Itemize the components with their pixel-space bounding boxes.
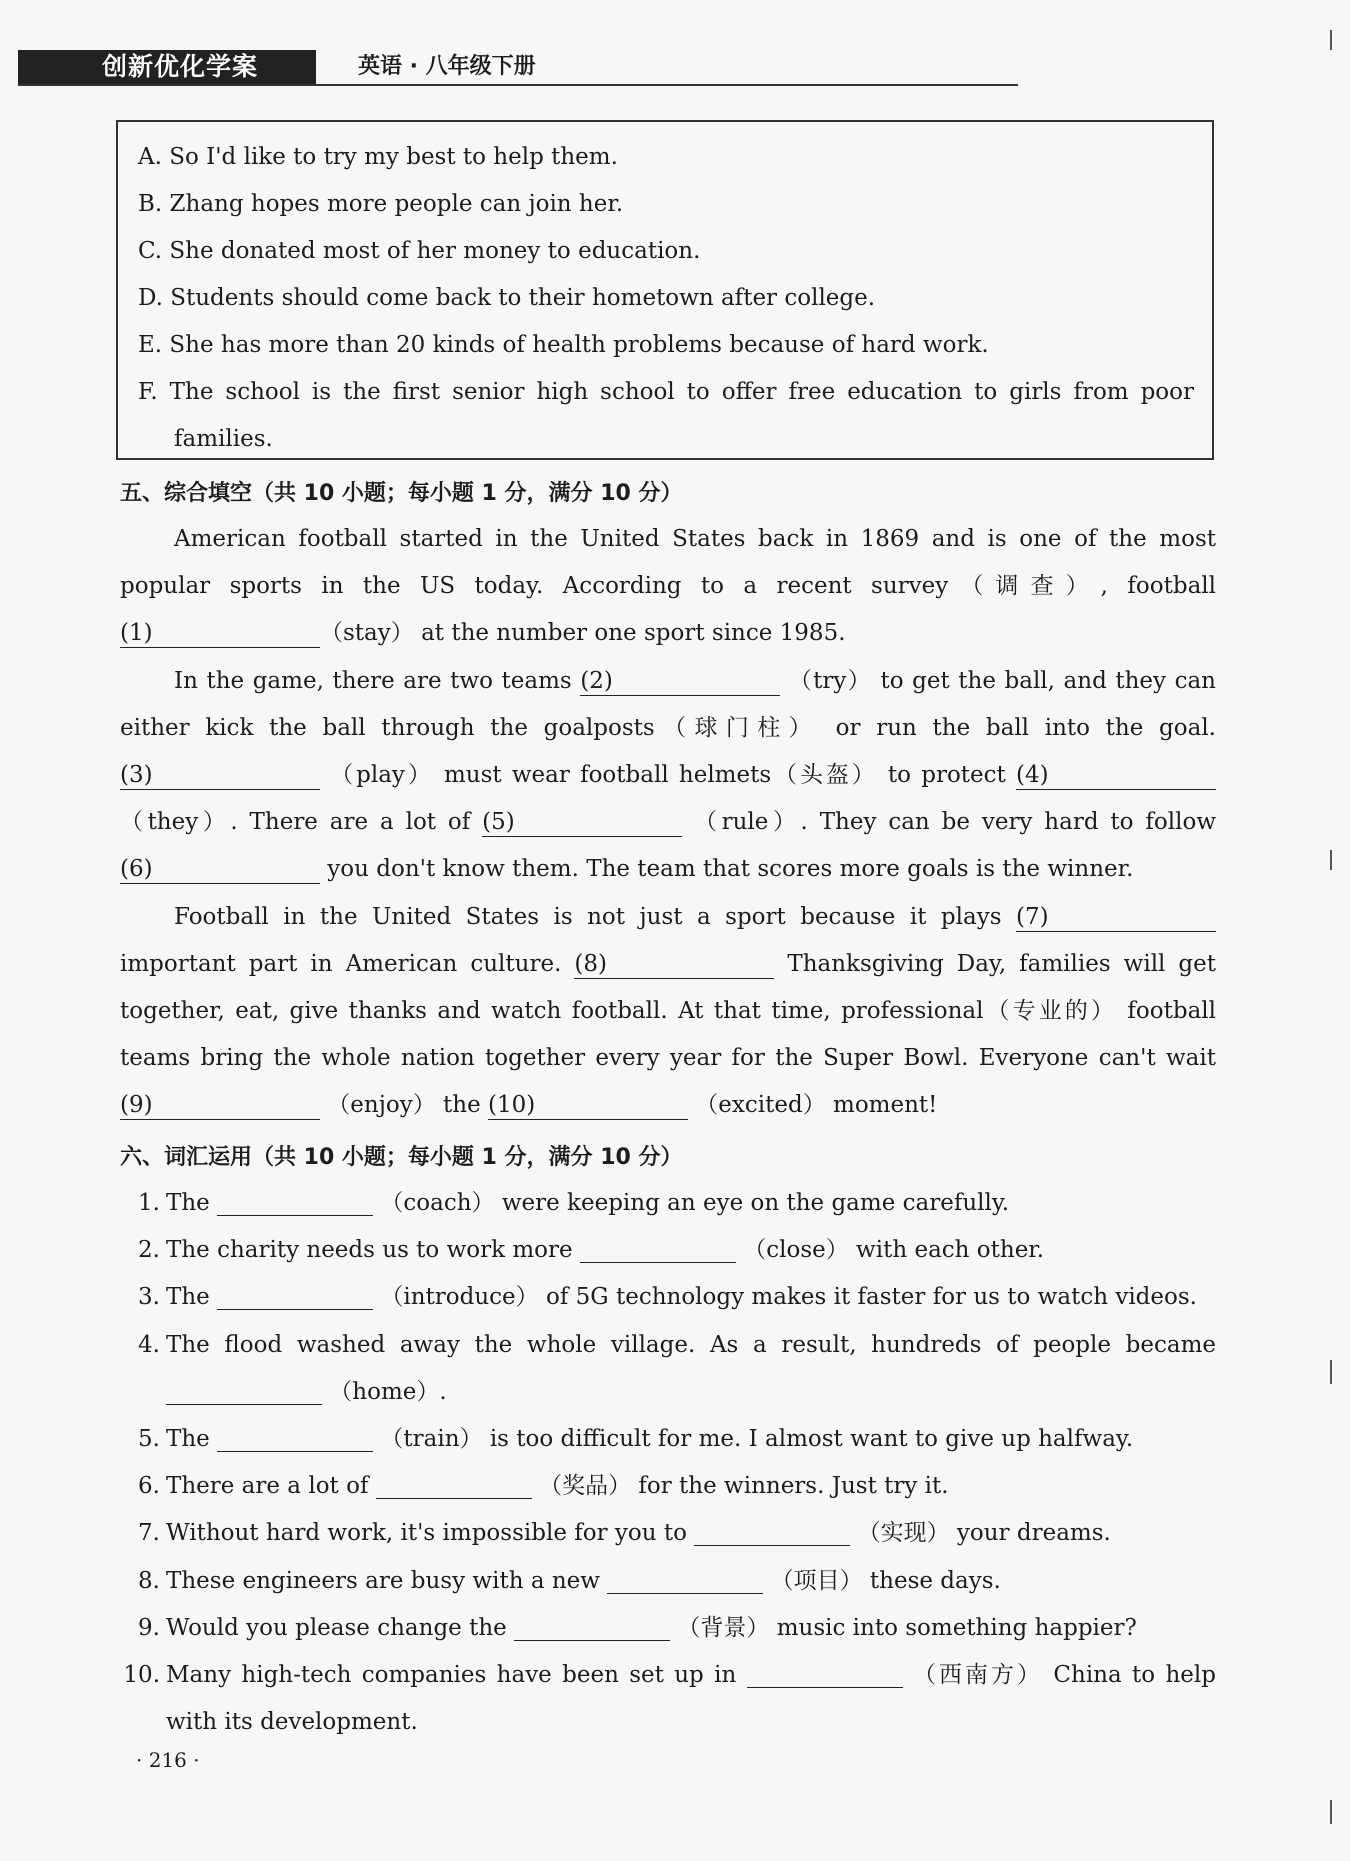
section-5-paragraph-2: In the game, there are two teams (2) （try） to get the ball, and they can either kick the ball through the goalposts（球门柱） or run the ball into the goal. (3) （play） must wear football helmets（头盔） to protect (4) （they）. There are a lot of (5) （rule）. They can be very hard to follow (6) you don't know them. The team that scores more goals is the winner. <box>120 667 1217 883</box>
book-brand: 创新优化学案 <box>18 50 316 84</box>
blank-6[interactable]: (6) <box>120 855 320 884</box>
vocab-item: 7. Without hard work, it's impossible for you to （实现） your dreams. <box>120 1510 1216 1557</box>
answer-blank[interactable] <box>217 1421 373 1452</box>
section-5-paragraph-3: Football in the United States is not just a sport because it plays (7) important part in American culture. (8) Thanksgiving Day, families will get together, eat, give thanks and watch football. At that time, professional（专业的） football teams bring the whole nation together every year for the Super Bowl. Everyone can't wait (9) （enjoy） the (10) （excited） moment! <box>120 903 1216 1119</box>
vocab-item: 2. The charity needs us to work more （close） with each other. <box>120 1227 1216 1274</box>
binding-mark <box>1330 850 1332 870</box>
answer-blank[interactable] <box>514 1610 670 1641</box>
vocab-item: 10. Many high-tech companies have been set up in （西南方） China to help with its development. <box>120 1652 1216 1746</box>
blank-1[interactable]: (1) <box>120 619 320 648</box>
vocab-item: 4. The flood washed away the whole village. As a result, hundreds of people became （home）. <box>138 1331 1216 1405</box>
blank-9[interactable]: (9) <box>120 1091 320 1120</box>
blank-5[interactable]: (5) <box>482 808 682 837</box>
blank-4[interactable]: (4) <box>1016 761 1216 790</box>
blank-7[interactable]: (7) <box>1016 903 1216 932</box>
vocab-item: 9. Would you please change the （背景） music into something happier? <box>120 1605 1216 1652</box>
answer-blank[interactable] <box>747 1657 903 1688</box>
option-e: E. She has more than 20 kinds of health problems because of hard work. <box>138 332 989 358</box>
vocab-item: 8. These engineers are busy with a new （项目） these days. <box>120 1558 1216 1605</box>
vocab-item: 6. There are a lot of （奖品） for the winners. Just try it. <box>120 1463 1216 1510</box>
option-c: C. She donated most of her money to education. <box>138 238 701 264</box>
answer-blank[interactable] <box>607 1563 763 1594</box>
blank-2[interactable]: (2) <box>580 667 780 696</box>
page-number: · 216 · <box>136 1748 200 1772</box>
option-d: D. Students should come back to their hometown after college. <box>138 285 876 311</box>
option-a: A. So I'd like to try my best to help them. <box>138 144 618 170</box>
answer-blank[interactable] <box>376 1468 532 1499</box>
blank-10[interactable]: (10) <box>488 1091 688 1120</box>
vocab-item: 3. The （introduce） of 5G technology makes it faster for us to watch videos. <box>120 1274 1216 1321</box>
binding-mark <box>1330 1800 1332 1824</box>
section-5 <box>120 472 1216 1130</box>
answer-blank[interactable] <box>217 1185 373 1216</box>
page-header <box>18 50 1018 86</box>
blank-3[interactable]: (3) <box>120 761 320 790</box>
options-box <box>116 120 1214 460</box>
section-6-title: 六、词汇运用（共 10 小题；每小题 1 分，满分 10 分） <box>120 1145 683 1170</box>
option-f: F. The school is the first senior high school to offer free education to girls from poor families. <box>138 379 1194 452</box>
vocab-item: 1. The （coach） were keeping an eye on the game carefully. <box>120 1180 1216 1227</box>
binding-mark <box>1330 30 1332 50</box>
subject-title: 英语 · 八年级下册 <box>358 54 536 79</box>
answer-blank[interactable] <box>166 1374 322 1405</box>
answer-blank[interactable] <box>580 1232 736 1263</box>
blank-8[interactable]: (8) <box>574 950 774 979</box>
section-5-paragraph-1: American football started in the United States back in 1869 and is one of the most popular sports in the US today. According to a recent survey（调查）, football (1) （stay） at the number one sport since 1985. <box>120 526 1216 647</box>
section-5-title: 五、综合填空（共 10 小题；每小题 1 分，满分 10 分） <box>120 481 683 506</box>
option-b: B. Zhang hopes more people can join her. <box>138 191 624 217</box>
answer-blank[interactable] <box>217 1279 373 1310</box>
answer-blank[interactable] <box>694 1515 850 1546</box>
binding-mark <box>1330 1360 1332 1384</box>
vocab-item: 5. The （train） is too difficult for me. I almost want to give up halfway. <box>120 1416 1216 1463</box>
section-6 <box>120 1136 1216 1746</box>
